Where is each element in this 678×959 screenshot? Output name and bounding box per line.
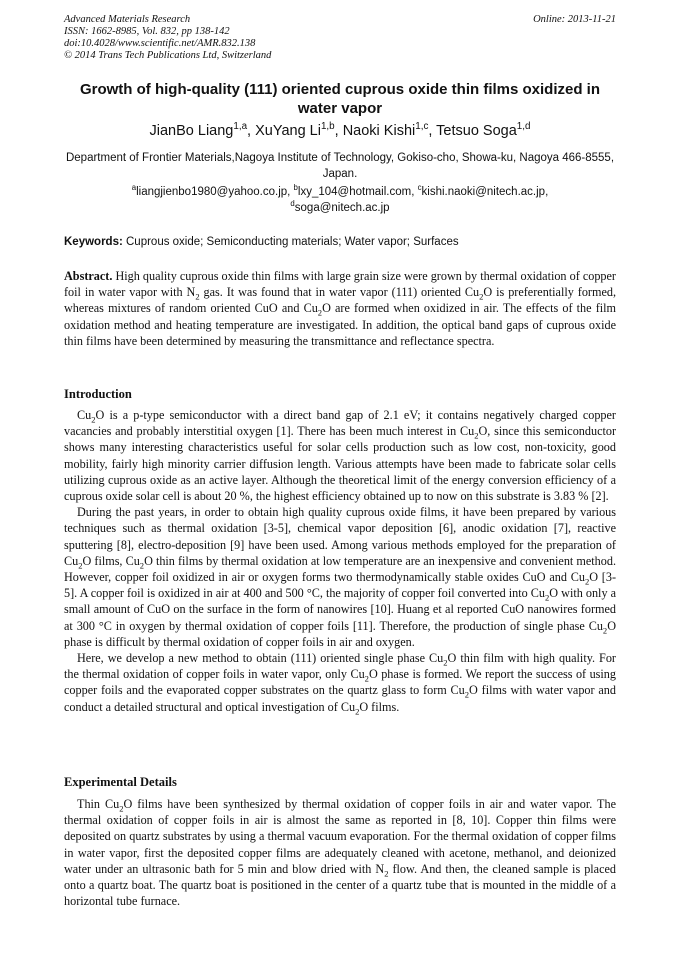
subscript: 2	[78, 560, 83, 571]
text-run: O are formed when oxidized in air. The effects of the film oxidation method and heating temperature are investigated. In addition, the optical band gaps of cuprous oxide thin films have been determined by measuring the transmittance and reflectance spectra.	[64, 301, 617, 348]
text-run: High quality cuprous oxide thin films with large grain size were grown by thermal oxidation of copper foil in water vapor with N	[64, 269, 616, 300]
text-run: Here, we develop a new method to obtain (111) oriented single phase Cu	[77, 651, 444, 666]
text-run: O phase is formed. We report the success of using copper foils and the evaporated copper substrates on the quartz glass to form Cu	[64, 667, 616, 698]
email-mark: b	[293, 183, 298, 193]
text-run: O films have been synthesized by thermal oxidation of copper foils in air and water vapor. The thermal oxidation of copper foils in air is almost the same as reported in [8, 10]. Copper thin films were deposited on quartz substrates by using a thermal vacuum evaporation. For the thermal oxidation of copper films in water vapor, first the deposited copper films are adequately cleaned with acetone, methanol, and deionized water under an ultrasonic bath for 5 min and blow dried with N	[64, 797, 616, 876]
email-mark: c	[417, 183, 422, 193]
abstract-paragraph	[64, 268, 616, 349]
subscript: 2	[474, 430, 479, 441]
paragraph	[64, 504, 616, 650]
journal-header	[64, 14, 616, 62]
subscript: 2	[119, 803, 124, 814]
subscript: 2	[479, 291, 484, 302]
author-affil-mark: 1,d	[516, 121, 531, 133]
text-run: O thin film with high quality. For the thermal oxidation of copper foils in water vapor, only Cu	[64, 651, 616, 682]
text-run: Thin Cu	[77, 797, 120, 811]
keywords-line	[64, 235, 616, 250]
email-mark: d	[290, 199, 295, 209]
paragraph	[64, 650, 616, 715]
email-mark: a	[131, 183, 137, 193]
introduction-body	[64, 407, 616, 715]
email-address: lxy_104@hotmail.com	[297, 186, 412, 198]
text-run: O, since this semiconductor shows many interesting characteristics useful for solar cells production such as low cost, non-toxicity, good mobility, fairly high minority carrier diffusion length. Various attempts have been made to fabricate solar cells utilizing cuprous oxide as an active layer. Although the theoretical limit of the energy conversion efficiency of a cuprous oxide solar cell is about 20 %, the highest efficiency obtained up to now on this substrate is 3.83 % [2].	[64, 424, 617, 504]
text-run: O films with water vapor and conduct a detailed structural and optical investigation of Cu	[64, 683, 616, 714]
author-name: Tetsuo Soga	[436, 123, 517, 139]
author-list: JianBo Liang$^{1,a}$, XuYang Li$^{1,b}$, Naoki Kishi$^{1,c}$, Tetsuo Soga$^{1,d}$	[149, 121, 531, 139]
subscript: 2	[464, 689, 470, 700]
text-run: O films, Cu	[82, 553, 140, 568]
subscript: 2	[584, 576, 590, 587]
email-list: $^a$liangjienbo1980@yahoo.co.jp, $^b$lxy_104@hotmail.com, $^c$kishi.naoki@nitech.ac.jp, $^d$soga@nitech.ac.jp	[131, 183, 549, 214]
email-address: liangjienbo1980@yahoo.co.jp	[136, 186, 288, 198]
affiliation: Department of Frontier Materials,Nagoya Institute of Technology, Gokiso-cho, Showa-ku, Nagoya 466-8555, Japan.	[65, 152, 615, 180]
author-affil-mark: 1,a	[233, 121, 248, 133]
keywords-label: Keywords:	[64, 236, 123, 248]
author-affil-mark: 1,b	[320, 121, 335, 133]
online-date: Online: 2013-11-21	[533, 14, 616, 25]
abstract-label: Abstract.	[64, 269, 113, 283]
text-run: Cu	[77, 408, 92, 422]
subscript: 2	[91, 414, 96, 425]
author-name: Naoki Kishi	[342, 123, 416, 139]
author-name: JianBo Liang	[149, 123, 234, 139]
author-name: XuYang Li	[255, 123, 321, 139]
experimental-body	[64, 796, 616, 909]
subscript: 2	[545, 592, 550, 603]
text-run: O is preferentially formed, whereas mixtures of random oriented CuO and Cu	[64, 285, 616, 316]
subscript: 2	[317, 307, 323, 318]
issn-line: ISSN: 1662-8985, Vol. 832, pp 138-142	[64, 26, 230, 37]
text-run: O films.	[359, 699, 400, 714]
doi-line: doi:10.4028/www.scientific.net/AMR.832.138	[64, 38, 256, 49]
section-heading-experimental: Experimental Details	[64, 775, 177, 789]
text-run: O phase is difficult by thermal oxidation of copper foils in air and oxygen.	[64, 618, 616, 649]
subscript: 2	[355, 706, 360, 717]
paragraph	[64, 407, 616, 504]
subscript: 2	[195, 291, 200, 302]
text-run: During the past years, in order to obtain high quality cuprous oxide films, it have been prepared by various techniques such as thermal oxidation [3-5], chemical vapor deposition [6], anodic oxidation [7], reactive sputtering [8], electro-deposition [9] have been used. Among various methods employed for the preparation of Cu	[64, 505, 616, 568]
email-address: soga@nitech.ac.jp	[294, 202, 390, 214]
abstract	[64, 268, 616, 349]
author-affil-mark: 1,c	[415, 121, 429, 133]
paragraph	[64, 796, 616, 909]
email-address: kishi.naoki@nitech.ac.jp	[421, 186, 546, 198]
keywords-text: Cuprous oxide; Semiconducting materials; Water vapor; Surfaces	[126, 236, 459, 248]
copyright-line: © 2014 Trans Tech Publications Ltd, Switzerland	[64, 50, 272, 61]
subscript: 2	[602, 625, 608, 636]
text-run: O thin films by thermal oxidation at low temperature are an inexpensive and convenient method. However, copper foil oxidized in air or oxygen forms two thermodynamically stable oxides CuO and Cu	[64, 553, 617, 585]
section-heading-introduction: Introduction	[64, 387, 132, 401]
subscript: 2	[443, 657, 448, 668]
paper-title: Growth of high-quality (111) oriented cuprous oxide thin films oxidized in water vapor	[79, 81, 601, 117]
text-run: O is a p-type semiconductor with a direct band gap of 2.1 eV; it contains negatively charged copper vacancies and probably interstitial oxygen [1]. There has been much interest in Cu	[64, 408, 616, 439]
subscript: 2	[364, 673, 369, 684]
subscript: 2	[384, 868, 389, 879]
text-run: flow. And then, the cleaned sample is placed onto a quartz boat. The quartz boat is positioned in the center of a quartz tube that is mounted in the middle of a horizontal tube furnace.	[64, 861, 616, 909]
journal-name: Advanced Materials Research	[64, 14, 191, 25]
text-run: gas. It was found that in water vapor (111) oriented Cu	[199, 285, 480, 300]
subscript: 2	[139, 560, 145, 571]
text-run: O with only a small amount of CuO on the surface in the form of nanowires [10]. Huang et al reported CuO nanowires formed at 300 °C in oxygen by thermal oxidation of copper foils [11]. Therefore, the production of single phase Cu	[64, 586, 617, 633]
text-run: O [3-5]. A copper foil is oxidized in air at 400 and 500 °C, the majority of copper foil converted into Cu	[64, 570, 616, 601]
